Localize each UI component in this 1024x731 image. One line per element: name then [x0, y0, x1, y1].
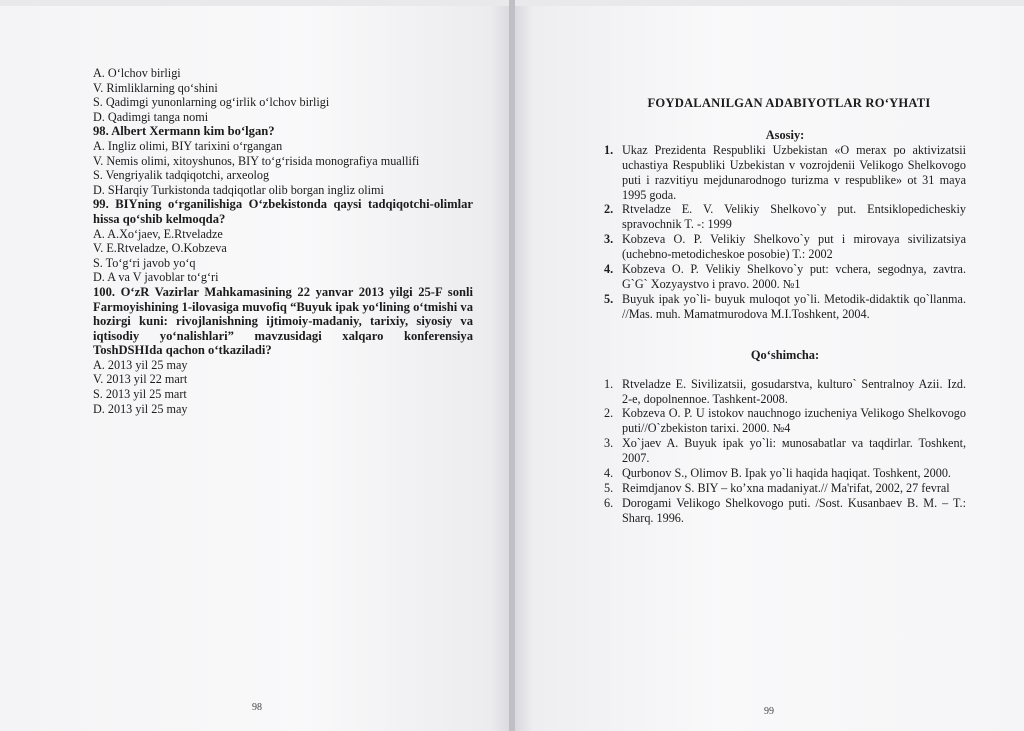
q97-option-a: A. O‘lchov birligi [93, 66, 181, 80]
q99-option-v: V. E.Rtveladze, O.Kobzeva [93, 241, 227, 256]
q99-option-a: A. A.Xo‘jaev, E.Rtveladze [93, 226, 223, 241]
q99-option-s: S. To‘g‘ri javob yo‘q [93, 255, 196, 270]
q100-option-a: A. 2013 yil 25 may [93, 357, 188, 372]
left-page-number: 98 [252, 702, 262, 713]
reference-item: 4. Qurbonov S., Olimov B. Ipak yo`li haqida haqiqat. Toshkent, 2000. [604, 466, 951, 481]
q99-option-d: D. A va V javoblar to‘g‘ri [93, 270, 219, 285]
reference-item: 2. Rtveladze E. V. Velikiy Shelkovo`y put. Entsiklopedicheskiy spravochnik T. -: 1999 [604, 202, 966, 232]
q97-option-v: V. Rimliklarning qo‘shini [93, 80, 218, 95]
reference-item: 1. Rtveladze E. Sivilizatsii, gosudarstva, kulturo` Sentralnoy Azii. Izd. 2-e, dopolnennoe. Tashkent-2008. [604, 376, 966, 406]
q97-option-d: D. Qadimgi tanga nomi [93, 109, 209, 124]
main-references-list [604, 143, 966, 322]
reference-item: 3. Xo`jaev A. Buyuk ipak yo`li: мunosabatlar va taqdirlar. Toshkent, 2007. [604, 436, 966, 466]
q98-option-s: S. Vengriyalik tadqiqotchi, arxeolog [93, 168, 270, 183]
q100-option-s: S. 2013 yil 25 mart [93, 387, 187, 402]
question-99: 99. BIYning o‘rganilishiga O‘zbekistonda qaysi tadqiqotchi-olimlar hissa qo‘shib kelmoqda? [93, 197, 473, 226]
reference-item: 4. Kobzeva O. P. Velikiy Shelkovo`y put: vchera, segodnya, zavtra. G`G` Xozyaystvo i pravo. 2000. №1 [604, 262, 966, 291]
right-page-text [604, 96, 966, 526]
reference-item: 5. Buyuk ipak yo`li- buyuk muloqot yo`li. Metodik-didaktik qo`llanma. //Mas. muh. Mamatmurodova M.I.Toshkent, 2004. [604, 291, 966, 321]
bibliography-title: FOYDALANILGAN ADABIYOTLAR RO‘YHATI [647, 96, 931, 110]
book-gutter [509, 0, 515, 731]
question-98: 98. Albert Xermann kim bo‘lgan? [93, 124, 275, 139]
q98-option-d: D. SHarqiy Turkistonda tadqiqotlar olib borgan ingliz olimi [93, 182, 384, 197]
main-references-heading: Asosiy: [765, 127, 805, 142]
question-100: 100. O‘zR Vazirlar Mahkamasining 22 yanvar 2013 yilgi 25-F sonli Farmoyishining 1-ilovasiga muvofiq “Buyuk ipak yo‘lining o‘tmishi va hozirgi kuni: rivojlanishning ijtimoiy-madaniy, tarixiy, siyosiy va iqtisodiy yo‘nalishlari” mavzusidagi xalqaro konferensiya ToshDSHIda qachon o‘tkaziladi? [93, 284, 473, 358]
additional-references-heading: Qo‘shimcha: [750, 347, 820, 362]
q98-option-v: V. Nemis olimi, xitoyshunos, BIY to‘g‘risida monografiya muallifi [93, 153, 420, 168]
reference-item: 5. Reimdjanov S. BIY – ko’xna madaniyat.// Ma'rifat, 2002, 27 fevral [604, 480, 950, 495]
q100-option-d: D. 2013 yil 25 may [93, 401, 188, 416]
reference-item: 1. Ukaz Prezidenta Respubliki Uzbekistan «O merax po aktivizatsii uchastiya Respubliki Uzbekistan v vozrojdenii Velikogo Shelkovogo puti i razvitiyu mejdunarodnogo turizma v respublike» ot 31 maya 1995 goda. [604, 142, 966, 202]
q97-option-s: S. Qadimgi yunonlarning og‘irlik o‘lchov birligi [93, 95, 330, 110]
reference-item: 2. Kobzeva O. P. U istokov nauchnogo izucheniya Velikogo Shelkovogo puti//O`zbekiston tarixi. 2000. №4 [604, 406, 966, 436]
left-page-text [93, 66, 473, 416]
additional-references-list [604, 377, 966, 526]
reference-item: 6. Dorogami Velikogo Shelkovogo puti. /Sost. Kusanbaev B. M. – T.: Sharq. 1996. [604, 495, 966, 525]
q100-option-v: V. 2013 yil 22 mart [93, 372, 188, 387]
reference-item: 3. Kobzeva O. P. Velikiy Shelkovo`y put i mirovaya sivilizatsiya (uchebno-metodicheskoe posobie) T.: 2002 [604, 232, 966, 262]
right-page-number: 99 [764, 706, 774, 717]
q98-option-a: A. Ingliz olimi, BIY tarixini o‘rgangan [93, 138, 283, 153]
